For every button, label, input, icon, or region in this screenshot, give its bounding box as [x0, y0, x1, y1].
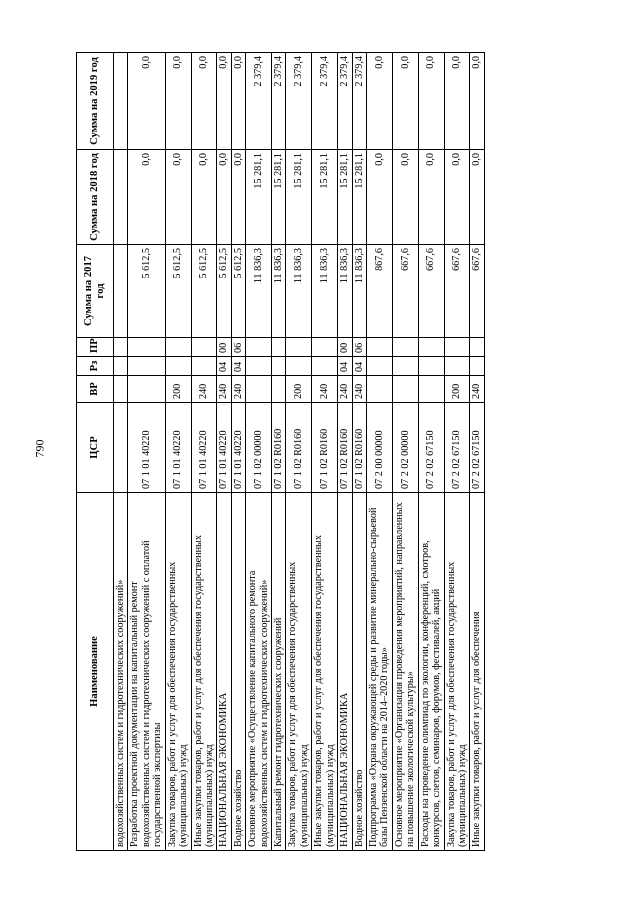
cell-rz	[418, 357, 444, 376]
cell-sum-2017: 11 836,3	[246, 245, 272, 338]
cell-pr: 06	[352, 338, 366, 357]
cell-sum-2019: 0,0	[191, 53, 217, 150]
cell-sum-2017: 11 836,3	[352, 245, 366, 338]
cell-pr	[286, 338, 312, 357]
table-row	[217, 53, 231, 851]
cell-sum-2019: 0,0	[128, 53, 165, 150]
cell-sum-2018: 0,0	[444, 150, 470, 245]
cell-sum-2019: 2 379,4	[286, 53, 312, 150]
cell-rz	[286, 357, 312, 376]
cell-sum-2019	[114, 53, 128, 150]
page-number: 790	[32, 439, 47, 458]
header-csr: ЦСР	[77, 403, 114, 493]
cell-pr: 00	[217, 338, 231, 357]
cell-sum-2019: 2 379,4	[272, 53, 286, 150]
cell-vr: 240	[338, 376, 352, 403]
table-row	[272, 53, 286, 851]
cell-sum-2017: 11 836,3	[286, 245, 312, 338]
cell-sum-2017: 11 836,3	[338, 245, 352, 338]
cell-sum-2018: 0,0	[470, 150, 484, 245]
cell-sum-2017: 667,6	[444, 245, 470, 338]
cell-rz	[114, 357, 128, 376]
table-row	[444, 53, 470, 851]
cell-vr: 240	[217, 376, 231, 403]
cell-rz: 04	[352, 357, 366, 376]
cell-csr: 07 1 02 R0160	[338, 403, 352, 493]
table-row	[338, 53, 352, 851]
cell-sum-2018: 0,0	[231, 150, 245, 245]
cell-pr	[272, 338, 286, 357]
cell-rz	[392, 357, 418, 376]
cell-rz: 04	[217, 357, 231, 376]
cell-vr	[114, 376, 128, 403]
cell-sum-2019: 0,0	[418, 53, 444, 150]
cell-sum-2017: 667,6	[418, 245, 444, 338]
cell-sum-2017: 11 836,3	[272, 245, 286, 338]
budget-table	[76, 52, 485, 851]
cell-rz	[165, 357, 191, 376]
header-name: Наименование	[77, 493, 114, 851]
cell-name: НАЦИОНАЛЬНАЯ ЭКОНОМИКА	[217, 493, 231, 851]
cell-vr	[272, 376, 286, 403]
cell-csr: 07 1 01 40220	[217, 403, 231, 493]
cell-pr	[392, 338, 418, 357]
cell-sum-2017: 5 612,5	[165, 245, 191, 338]
header-rz: Рз	[77, 357, 114, 376]
cell-sum-2019: 2 379,4	[312, 53, 338, 150]
cell-sum-2017: 667,6	[392, 245, 418, 338]
cell-sum-2018: 15 281,1	[338, 150, 352, 245]
cell-pr	[418, 338, 444, 357]
cell-vr: 200	[165, 376, 191, 403]
cell-sum-2019: 2 379,4	[352, 53, 366, 150]
cell-csr: 07 1 02 00000	[246, 403, 272, 493]
header-sum-2017: Сумма на 2017 год	[77, 245, 114, 338]
cell-rz	[470, 357, 484, 376]
table-row	[367, 53, 393, 851]
cell-name: Основное мероприятие «Организация проведения мероприятий, направленных на повышение экологической культуры»	[392, 493, 418, 851]
cell-rz	[444, 357, 470, 376]
cell-vr	[367, 376, 393, 403]
cell-pr	[444, 338, 470, 357]
cell-sum-2018: 15 281,1	[272, 150, 286, 245]
cell-sum-2019: 2 379,4	[338, 53, 352, 150]
cell-csr: 07 1 02 R0160	[286, 403, 312, 493]
cell-rz: 04	[338, 357, 352, 376]
cell-sum-2018: 15 281,1	[312, 150, 338, 245]
header-sum-2019: Сумма на 2019 год	[77, 53, 114, 150]
cell-csr: 07 2 02 67150	[470, 403, 484, 493]
cell-name: Водное хозяйство	[231, 493, 245, 851]
cell-name: Основное мероприятие «Осуществление капитального ремонта водохозяйственных систем и гидротехнических сооружений»	[246, 493, 272, 851]
table-row	[392, 53, 418, 851]
cell-sum-2017: 667,6	[470, 245, 484, 338]
cell-rz	[367, 357, 393, 376]
cell-sum-2017: 11 836,3	[312, 245, 338, 338]
cell-name: Закупка товаров, работ и услуг для обеспечения государственных (муниципальных) нужд	[165, 493, 191, 851]
cell-vr: 200	[444, 376, 470, 403]
cell-sum-2017: 867,6	[367, 245, 393, 338]
cell-sum-2017: 5 612,5	[128, 245, 165, 338]
cell-csr: 07 1 01 40220	[128, 403, 165, 493]
cell-sum-2018: 15 281,1	[352, 150, 366, 245]
cell-pr	[191, 338, 217, 357]
cell-sum-2019: 0,0	[444, 53, 470, 150]
cell-csr	[114, 403, 128, 493]
table-header-row	[77, 53, 114, 851]
cell-rz	[128, 357, 165, 376]
cell-csr: 07 1 02 R0160	[352, 403, 366, 493]
cell-pr	[165, 338, 191, 357]
cell-pr: 06	[231, 338, 245, 357]
cell-pr	[367, 338, 393, 357]
table-row	[418, 53, 444, 851]
cell-name: Иные закупки товаров, работ и услуг для обеспечения государственных (муниципальных) нужд	[312, 493, 338, 851]
cell-sum-2018: 0,0	[165, 150, 191, 245]
cell-name: НАЦИОНАЛЬНАЯ ЭКОНОМИКА	[338, 493, 352, 851]
cell-rz	[272, 357, 286, 376]
cell-sum-2018: 15 281,1	[246, 150, 272, 245]
cell-vr	[128, 376, 165, 403]
cell-vr: 240	[470, 376, 484, 403]
cell-pr	[128, 338, 165, 357]
table-row	[286, 53, 312, 851]
cell-rz	[191, 357, 217, 376]
cell-sum-2019: 0,0	[367, 53, 393, 150]
header-pr: ПР	[77, 338, 114, 357]
cell-csr: 07 1 01 40220	[165, 403, 191, 493]
cell-pr	[114, 338, 128, 357]
cell-sum-2018: 0,0	[367, 150, 393, 245]
table-row	[191, 53, 217, 851]
table-row	[165, 53, 191, 851]
cell-vr	[418, 376, 444, 403]
cell-pr	[312, 338, 338, 357]
cell-sum-2019: 0,0	[231, 53, 245, 150]
cell-name: водохозяйственных систем и гидротехнических сооружений»	[114, 493, 128, 851]
cell-csr: 07 1 01 40220	[191, 403, 217, 493]
cell-sum-2017: 5 612,5	[231, 245, 245, 338]
cell-pr	[470, 338, 484, 357]
cell-sum-2019: 0,0	[392, 53, 418, 150]
cell-vr: 240	[231, 376, 245, 403]
cell-sum-2017	[114, 245, 128, 338]
cell-csr: 07 2 02 67150	[418, 403, 444, 493]
cell-pr	[246, 338, 272, 357]
cell-sum-2017: 5 612,5	[217, 245, 231, 338]
cell-sum-2018: 0,0	[418, 150, 444, 245]
cell-sum-2018: 0,0	[128, 150, 165, 245]
cell-vr: 240	[191, 376, 217, 403]
cell-name: Подпрограмма «Охрана окружающей среды и развитие минерально-сырьевой базы Пензенской области на 2014–2020 годы»	[367, 493, 393, 851]
cell-name: Иные закупки товаров, работ и услуг для обеспечения	[470, 493, 484, 851]
cell-rz	[312, 357, 338, 376]
cell-rz: 04	[231, 357, 245, 376]
cell-name: Закупка товаров, работ и услуг для обеспечения государственных (муниципальных) нужд	[444, 493, 470, 851]
cell-csr: 07 2 02 00000	[392, 403, 418, 493]
cell-sum-2018: 15 281,1	[286, 150, 312, 245]
table-row	[352, 53, 366, 851]
cell-csr: 07 2 00 00000	[367, 403, 393, 493]
cell-name: Расходы на проведение олимпиад по экологии, конференций, смотров, конкурсов, слетов, семинаров, форумов, фестивалей, акций	[418, 493, 444, 851]
cell-pr: 00	[338, 338, 352, 357]
cell-sum-2019: 0,0	[165, 53, 191, 150]
cell-sum-2019: 2 379,4	[246, 53, 272, 150]
cell-vr: 240	[352, 376, 366, 403]
cell-name: Водное хозяйство	[352, 493, 366, 851]
cell-csr: 07 1 01 40220	[231, 403, 245, 493]
cell-sum-2018	[114, 150, 128, 245]
header-sum-2018: Сумма на 2018 год	[77, 150, 114, 245]
cell-vr	[392, 376, 418, 403]
cell-csr: 07 1 02 R0160	[272, 403, 286, 493]
cell-name: Закупка товаров, работ и услуг для обеспечения государственных (муниципальных) нужд	[286, 493, 312, 851]
cell-csr: 07 1 02 R0160	[312, 403, 338, 493]
cell-vr: 200	[286, 376, 312, 403]
cell-csr: 07 2 02 67150	[444, 403, 470, 493]
cell-name: Разработка проектной документации на капитальный ремонт водохозяйственных систем и гидротехнических сооружений с оплатой государственной экспертизы	[128, 493, 165, 851]
cell-vr: 240	[312, 376, 338, 403]
header-vr: ВР	[77, 376, 114, 403]
cell-sum-2017: 5 612,5	[191, 245, 217, 338]
table-row	[312, 53, 338, 851]
table-row	[231, 53, 245, 851]
table-row	[470, 53, 484, 851]
cell-sum-2018: 0,0	[217, 150, 231, 245]
cell-name: Иные закупки товаров, работ и услуг для обеспечения государственных (муниципальных) нужд	[191, 493, 217, 851]
cell-sum-2019: 0,0	[470, 53, 484, 150]
cell-rz	[246, 357, 272, 376]
table-row	[246, 53, 272, 851]
table-row	[114, 53, 128, 851]
cell-sum-2019: 0,0	[217, 53, 231, 150]
cell-name: Капитальный ремонт гидротехнических сооружений	[272, 493, 286, 851]
cell-sum-2018: 0,0	[392, 150, 418, 245]
cell-vr	[246, 376, 272, 403]
cell-sum-2018: 0,0	[191, 150, 217, 245]
table-row	[128, 53, 165, 851]
